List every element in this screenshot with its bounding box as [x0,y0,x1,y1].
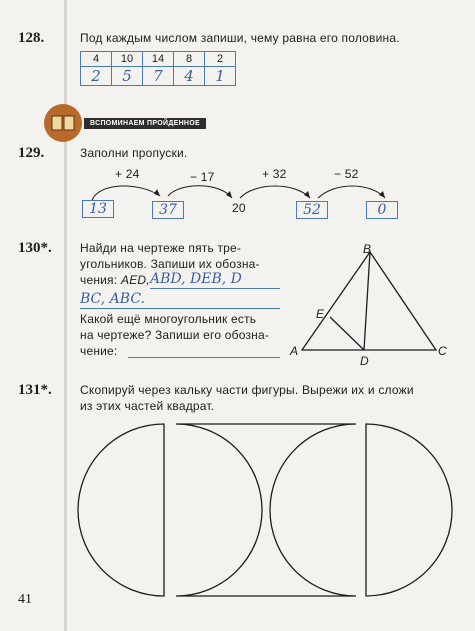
exercise-130-line: Найди на чертеже пять тре- [80,241,242,255]
handwritten-answer: ABD, DEB, D [150,271,242,287]
answer-cell[interactable]: 2 [81,67,112,86]
op-label: − 17 [190,170,215,184]
triangle-drawing [288,244,458,364]
book-icon [44,104,82,142]
chain-box[interactable]: 0 [366,201,398,219]
op-label: + 32 [262,167,287,181]
table-row [81,67,236,86]
answer-line[interactable] [80,290,280,309]
answer-cell[interactable]: 5 [112,67,143,86]
table-cell: 2 [205,52,236,67]
chain-box[interactable]: 52 [296,201,328,219]
table-cell: 14 [143,52,174,67]
given-answer: AED, [121,273,150,287]
table-row [81,52,236,67]
exercise-128-text: Под каждым числом запиши, чему равна его половина. [80,31,400,45]
table-cell: 10 [112,52,143,67]
exercise-130-question: на чертеже? Запиши его обозна- [80,328,270,342]
exercise-131-line: из этих частей квадрат. [80,399,215,413]
exercise-130-line-label: чения: [80,273,118,287]
point-label-d: D [360,354,369,368]
page-number: 41 [18,592,32,607]
exercise-129-text: Заполни пропуски. [80,146,188,160]
answer-cell[interactable]: 1 [205,67,236,86]
halves-table [80,51,236,86]
point-label-a: A [290,344,299,358]
table-cell: 8 [174,52,205,67]
point-label-b: B [363,242,372,256]
exercise-129-number: 129. [18,145,45,161]
exercise-131-line: Скопируй через кальку части фигуры. Вырежи их и сложи [80,383,414,397]
exercise-130-question: Какой ещё многоугольник есть [80,312,257,326]
review-badge: ВСПОМИНАЕМ ПРОЙДЕННОЕ [84,118,206,129]
chain-value: 20 [232,201,246,215]
exercise-130-line: угольников. Запиши их обозна- [80,257,260,271]
table-cell: 4 [81,52,112,67]
exercise-131-number: 131*. [18,382,52,398]
answer-line[interactable] [128,343,280,358]
cut-figure [60,412,460,602]
exercise-130-number: 130*. [18,240,52,256]
answer-line[interactable] [150,270,280,289]
exercise-128-number: 128. [18,30,45,46]
op-label: − 52 [334,167,359,181]
exercise-130-question: чение: [80,344,118,358]
handwritten-answer: BC, ABC. [80,291,145,307]
chain-box[interactable]: 37 [152,201,184,219]
answer-cell[interactable]: 7 [143,67,174,86]
chain-box[interactable]: 13 [82,200,114,218]
answer-cell[interactable]: 4 [174,67,205,86]
point-label-c: C [438,344,447,358]
op-label: + 24 [115,167,140,181]
point-label-e: E [316,307,325,321]
